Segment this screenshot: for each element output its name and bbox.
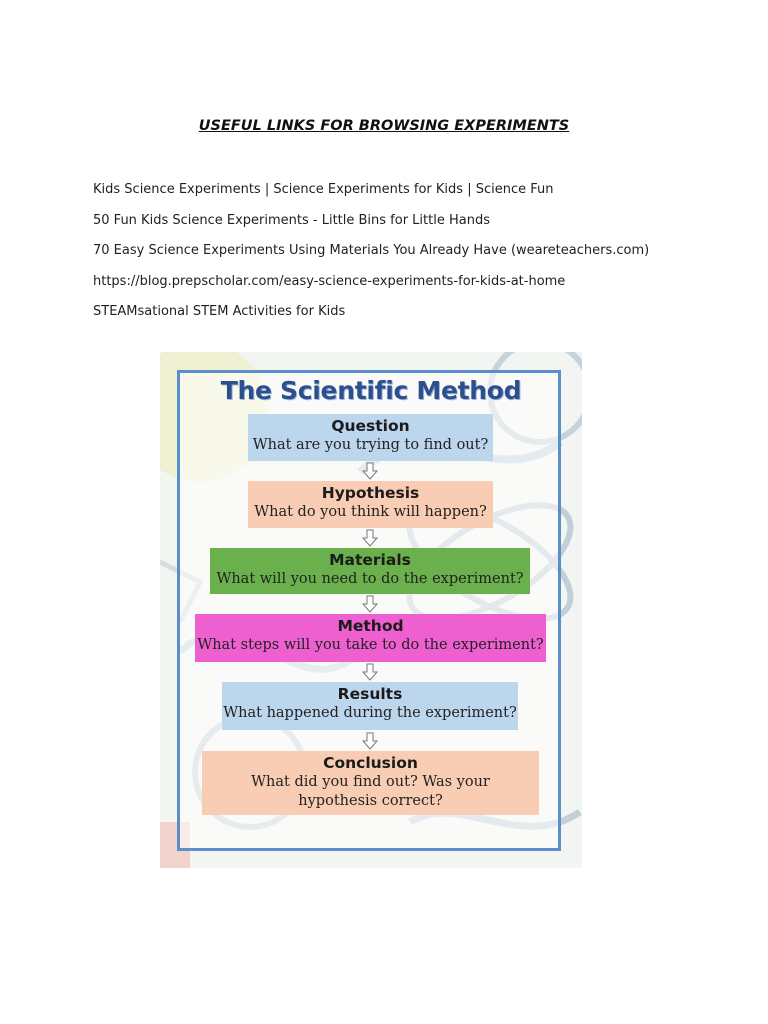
step-question [248,414,493,461]
step-conclusion [202,751,539,815]
step-desc: What are you trying to find out? [252,437,489,453]
step-method [195,614,546,662]
step-name: Results [337,685,403,703]
step-desc: What steps will you take to do the experiment? [197,637,544,653]
step-name: Materials [329,551,411,569]
links-list [93,181,733,334]
down-arrow-icon [362,663,378,681]
step-name: Conclusion [323,754,418,772]
link-science-fun[interactable]: Kids Science Experiments | Science Experiments for Kids | Science Fun [93,182,554,197]
step-name: Hypothesis [321,484,420,502]
link-steamsational[interactable]: STEAMsational STEM Activities for Kids [93,304,346,319]
down-arrow-icon [362,529,378,547]
link-weareteachers[interactable]: 70 Easy Science Experiments Using Materials You Already Have (weareteachers.com) [93,243,650,258]
step-desc: What do you think will happen? [254,504,487,520]
down-arrow-icon [362,595,378,613]
down-arrow-icon [362,732,378,750]
step-desc: What happened during the experiment? [223,705,517,721]
step-desc: What did you find out? Was your hypothesis correct? [251,774,490,809]
down-arrow-icon [362,462,378,480]
link-prepscholar[interactable]: https://blog.prepscholar.com/easy-science-experiments-for-kids-at-home [93,273,566,289]
poster-title: The Scientific Method [220,376,522,405]
page-heading: USEFUL LINKS FOR BROWSING EXPERIMENTS [198,118,570,134]
step-name: Method [337,617,404,635]
step-hypothesis [248,481,493,528]
step-results [222,682,518,730]
step-name: Question [331,417,410,435]
link-little-bins[interactable]: 50 Fun Kids Science Experiments - Little Bins for Little Hands [93,212,490,228]
step-desc: What will you need to do the experiment? [216,571,524,587]
step-materials [210,548,530,594]
scientific-method-poster [160,352,582,868]
